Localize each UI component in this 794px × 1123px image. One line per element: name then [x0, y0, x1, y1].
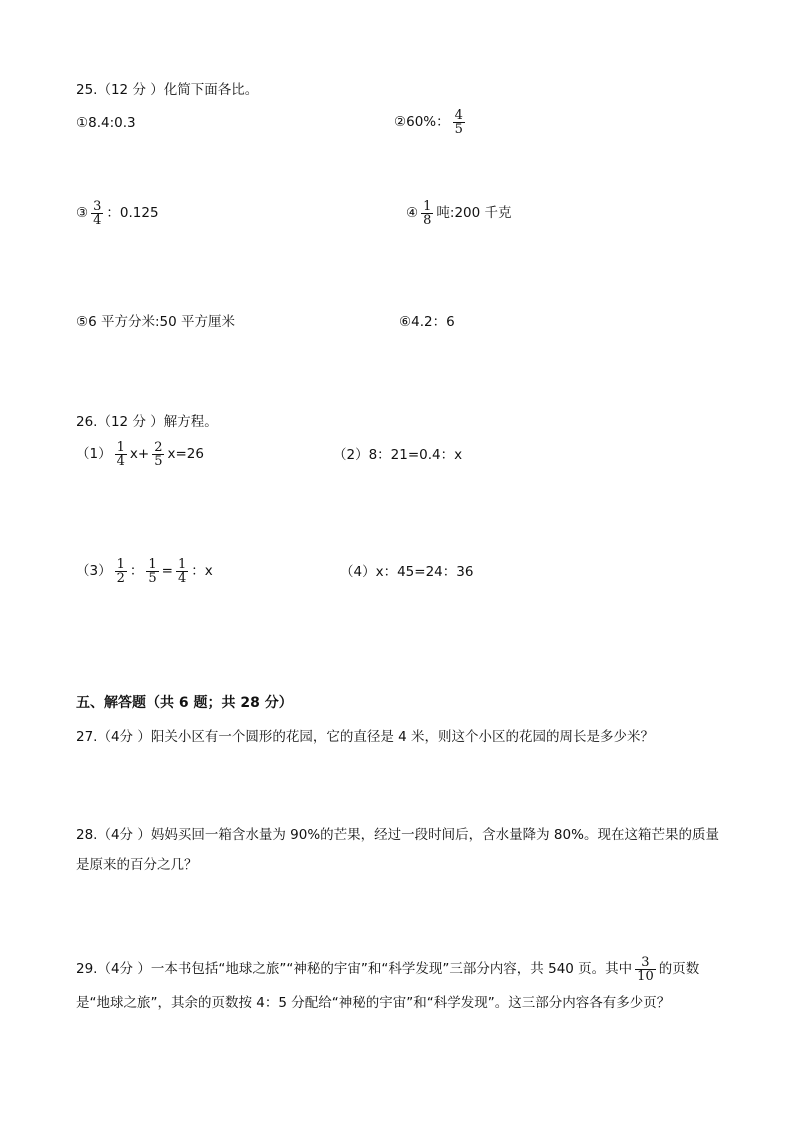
q25-title: 25.（12 分 ）化简下面各比。: [76, 82, 259, 98]
q26-eq3-sep-1: ：: [129, 563, 144, 579]
fraction-numerator: 1: [423, 198, 432, 214]
q25-item-4-prefix: ④: [406, 205, 419, 221]
q26-eq1-fraction-2: [152, 441, 164, 468]
q26-equation-3: [76, 555, 213, 587]
q26-eq3-prefix: （3）: [76, 563, 112, 579]
q26-eq1-middle: x+: [129, 446, 150, 462]
q25-item-2: [394, 106, 468, 138]
q25-item-3-fraction: [91, 200, 103, 227]
q26-eq1-suffix: x=26: [167, 446, 204, 462]
q29-fraction: [635, 956, 656, 983]
fraction-numerator: 1: [116, 439, 125, 455]
q29-prefix: 29.（4分 ）一本书包括“地球之旅”“神秘的宇宙”和“科学发现”三部分内容，共 540 页。其中: [76, 961, 633, 977]
fraction-numerator: 4: [454, 107, 463, 123]
q26-eq3-fraction-2: [146, 558, 158, 585]
fraction-denominator: 2: [116, 570, 125, 586]
q26-equation-1: [76, 438, 204, 470]
fraction-numerator: 3: [635, 956, 656, 970]
fraction-denominator: 4: [177, 570, 187, 586]
fraction-numerator: 3: [93, 198, 102, 214]
q28-text: 28.（4分 ）妈妈买回一箱含水量为 90%的芒果，经过一段时间后，含水量降为 80%。现在这箱芒果的质量是原来的百分之几？: [76, 827, 719, 873]
q26-title: 26.（12 分 ）解方程。: [76, 414, 218, 430]
q26-equation-2: （2）8：21=0.4：x: [333, 447, 463, 463]
q25-item-5: ⑤6 平方分米:50 平方厘米: [76, 314, 236, 330]
q26-eq3-fraction-3: [176, 558, 188, 585]
section-heading: 五、解答题（共 6 题；共 28 分）: [76, 695, 293, 711]
q25-item-6: ⑥4.2：6: [399, 314, 455, 330]
q26-eq3-fraction-1: [115, 558, 127, 585]
fraction-denominator: 5: [148, 570, 157, 586]
fraction-denominator: 5: [454, 121, 463, 137]
q26-eq1-fraction-1: [115, 441, 127, 468]
fraction-denominator: 5: [154, 453, 163, 469]
fraction-numerator: 2: [154, 439, 163, 455]
q26-eq3-sep-2: =: [161, 563, 173, 579]
fraction-denominator: 8: [423, 212, 432, 228]
fraction-numerator: 1: [116, 556, 125, 572]
q27-text: 27.（4分 ）阳关小区有一个圆形的花园，它的直径是 4 米，则这个小区的花园的周长是多少米？: [76, 729, 655, 745]
q25-item-4-suffix: 吨:200 千克: [436, 205, 512, 221]
fraction-denominator: 4: [116, 453, 125, 469]
q25-item-2-fraction: [453, 109, 465, 136]
q29-text: [76, 952, 726, 1020]
fraction-denominator: 10: [637, 968, 654, 984]
q25-item-3-prefix: ③: [76, 205, 89, 221]
q25-item-3-suffix: ：0.125: [106, 205, 159, 221]
fraction-numerator: 1: [148, 556, 157, 572]
fraction-numerator: 1: [177, 556, 187, 572]
q25-item-4: [406, 197, 512, 229]
q25-item-4-fraction: [421, 200, 433, 227]
q29-suffix: 的页数是“地球之旅”，其余的页数按 4：5 分配给“神秘的宇宙”和“科学发现”。这三部分内容各有多少页？: [76, 961, 700, 1011]
q25-item-1: ①8.4:0.3: [76, 115, 136, 131]
fraction-denominator: 4: [93, 212, 102, 228]
q26-eq3-suffix: ：x: [191, 563, 213, 579]
q25-item-3: [76, 197, 159, 229]
q25-item-2-prefix: ②60%：: [394, 114, 450, 130]
q26-eq1-prefix: （1）: [76, 446, 112, 462]
q26-equation-4: （4）x：45=24：36: [340, 564, 474, 580]
